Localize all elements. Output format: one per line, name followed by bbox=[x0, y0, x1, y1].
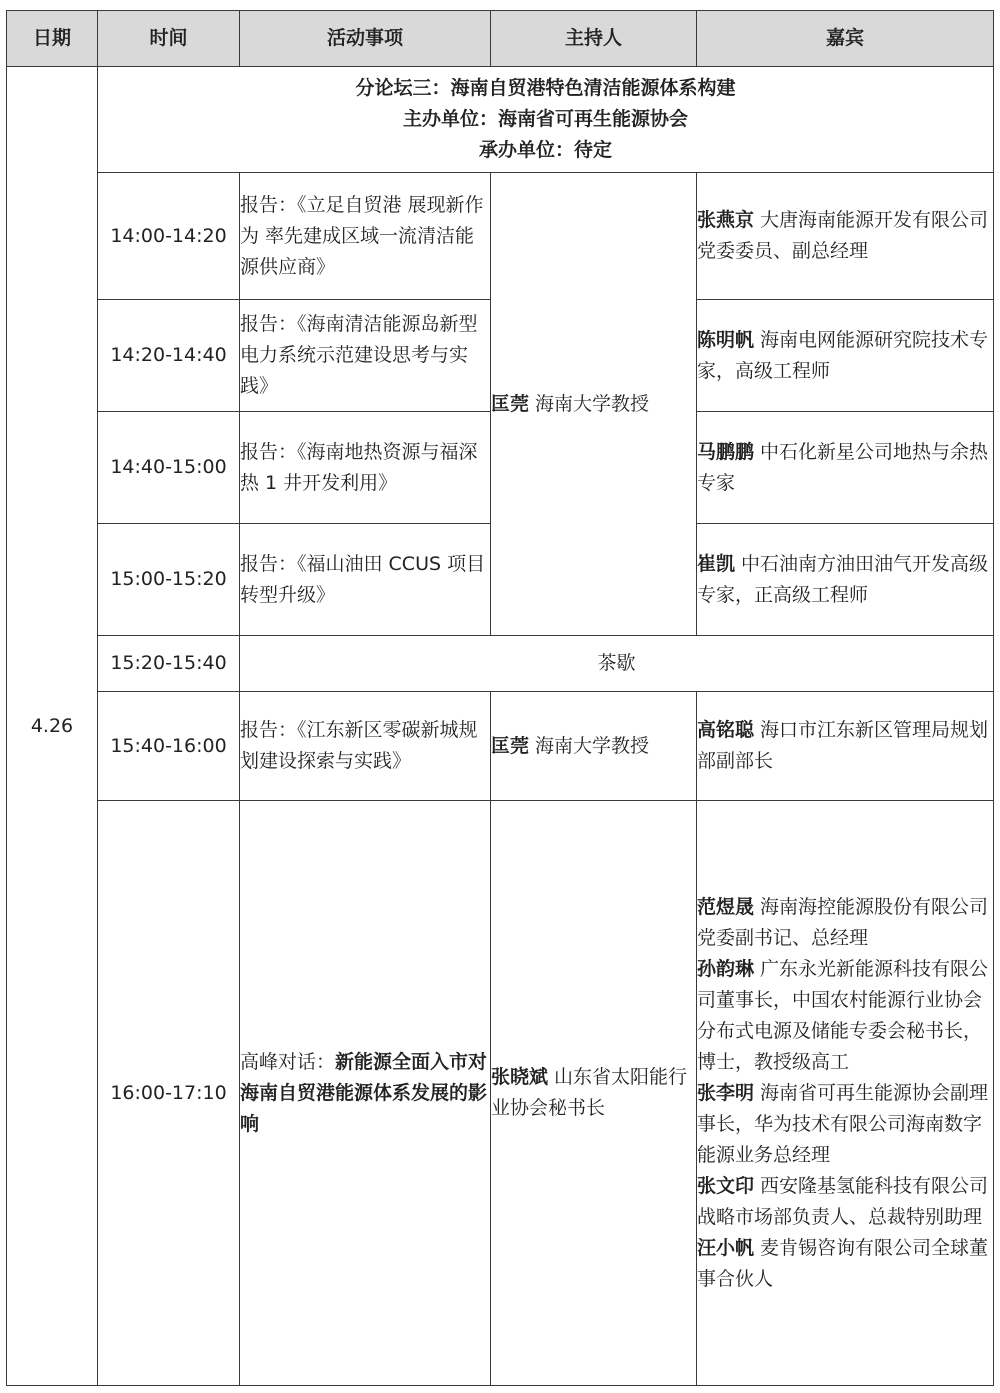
host-cell bbox=[491, 173, 697, 636]
host-name: 匡莞 bbox=[491, 734, 530, 757]
guest-cell bbox=[697, 300, 994, 412]
forum-title-cell bbox=[98, 67, 994, 173]
activity-cell: 报告：《海南地热资源与福深热 1 井开发利用》 bbox=[240, 412, 491, 524]
guest-name: 汪小帆 bbox=[697, 1236, 755, 1259]
guest-desc: 海口市江东新区管理局规划部副部长 bbox=[697, 719, 989, 772]
guest-entry bbox=[697, 954, 993, 1078]
guest-cell bbox=[697, 692, 994, 801]
time-cell: 14:40-15:00 bbox=[98, 412, 240, 524]
guest-entry bbox=[697, 1078, 993, 1171]
date-cell: 4.26 bbox=[7, 67, 98, 1386]
guest-desc: 麦肯锡咨询有限公司全球董事合伙人 bbox=[697, 1236, 989, 1290]
activity-cell: 报告：《江东新区零碳新城规划建设探索与实践》 bbox=[240, 692, 491, 801]
host-cell bbox=[491, 801, 697, 1386]
table-row bbox=[7, 801, 994, 1386]
header-guests: 嘉宾 bbox=[697, 11, 994, 67]
host-name: 匡莞 bbox=[491, 392, 530, 415]
host-cell bbox=[491, 692, 697, 801]
guest-entry bbox=[697, 892, 993, 954]
time-cell: 15:40-16:00 bbox=[98, 692, 240, 801]
guest-desc: 海南海控能源股份有限公司党委副书记、总经理 bbox=[697, 895, 989, 949]
guest-desc: 海南电网能源研究院技术专家，高级工程师 bbox=[697, 328, 989, 382]
host-desc: 海南大学教授 bbox=[529, 734, 650, 757]
break-label: 茶歇 bbox=[240, 636, 994, 692]
time-cell: 16:00-17:10 bbox=[98, 801, 240, 1386]
guest-entry bbox=[697, 1233, 993, 1295]
activity-cell: 报告：《海南清洁能源岛新型电力系统示范建设思考与实践》 bbox=[240, 300, 491, 412]
guest-name: 张燕京 bbox=[697, 209, 755, 231]
header-time: 时间 bbox=[98, 11, 240, 67]
forum-title-row bbox=[7, 67, 994, 173]
guest-cell bbox=[697, 801, 994, 1386]
time-cell: 14:00-14:20 bbox=[98, 173, 240, 300]
guest-entry bbox=[697, 1171, 993, 1233]
header-activity: 活动事项 bbox=[240, 11, 491, 67]
guest-name: 马鹏鹏 bbox=[697, 440, 755, 463]
header-date: 日期 bbox=[7, 11, 98, 67]
guest-name: 范煜晟 bbox=[697, 895, 755, 918]
guest-name: 崔凯 bbox=[697, 552, 736, 575]
activity-cell: 报告：《福山油田 CCUS 项目转型升级》 bbox=[240, 524, 491, 636]
guest-cell bbox=[697, 173, 994, 300]
activity-title: 新能源全面入市对海南自贸港能源体系发展的影响 bbox=[240, 1050, 488, 1135]
header-row bbox=[7, 11, 994, 67]
host-desc: 海南大学教授 bbox=[529, 392, 650, 415]
guest-desc: 中石化新星公司地热与余热专家 bbox=[697, 440, 989, 494]
table-row bbox=[7, 173, 994, 300]
forum-title: 分论坛三：海南自贸港特色清洁能源体系构建 bbox=[355, 77, 736, 99]
guest-desc: 广东永光新能源科技有限公司董事长，中国农村能源行业协会分布式电源及储能专委会秘书长，博士，教授级高工 bbox=[697, 957, 989, 1073]
forum-co-organizer: 承办单位：待定 bbox=[478, 139, 612, 161]
activity-cell bbox=[240, 801, 491, 1386]
time-cell: 15:20-15:40 bbox=[98, 636, 240, 692]
guest-name: 高铭聪 bbox=[697, 719, 755, 741]
guest-name: 孙韵琳 bbox=[697, 957, 755, 980]
guest-cell bbox=[697, 524, 994, 636]
guest-desc: 海南省可再生能源协会副理事长，华为技术有限公司海南数字能源业务总经理 bbox=[697, 1081, 989, 1166]
guest-name: 陈明帆 bbox=[697, 328, 755, 351]
header-host: 主持人 bbox=[491, 11, 697, 67]
forum-organizer: 主办单位：海南省可再生能源协会 bbox=[402, 108, 688, 130]
guest-cell bbox=[697, 412, 994, 524]
guest-desc: 西安隆基氢能科技有限公司战略市场部负责人、总裁特别助理 bbox=[697, 1174, 989, 1228]
time-cell: 14:20-14:40 bbox=[98, 300, 240, 412]
schedule-table bbox=[6, 10, 994, 1386]
activity-cell: 报告：《立足自贸港 展现新作为 率先建成区域一流清洁能源供应商》 bbox=[240, 173, 491, 300]
host-name: 张晓斌 bbox=[491, 1066, 549, 1088]
time-cell: 15:00-15:20 bbox=[98, 524, 240, 636]
activity-prefix: 高峰对话： bbox=[240, 1050, 336, 1073]
guest-name: 张文印 bbox=[697, 1174, 755, 1197]
break-row bbox=[7, 636, 994, 692]
guest-name: 张李明 bbox=[697, 1081, 755, 1104]
guest-desc: 大唐海南能源开发有限公司党委委员、副总经理 bbox=[697, 209, 989, 262]
host-desc: 山东省太阳能行业协会秘书长 bbox=[491, 1066, 688, 1119]
table-row bbox=[7, 692, 994, 801]
guest-desc: 中石油南方油田油气开发高级专家，正高级工程师 bbox=[697, 552, 989, 606]
